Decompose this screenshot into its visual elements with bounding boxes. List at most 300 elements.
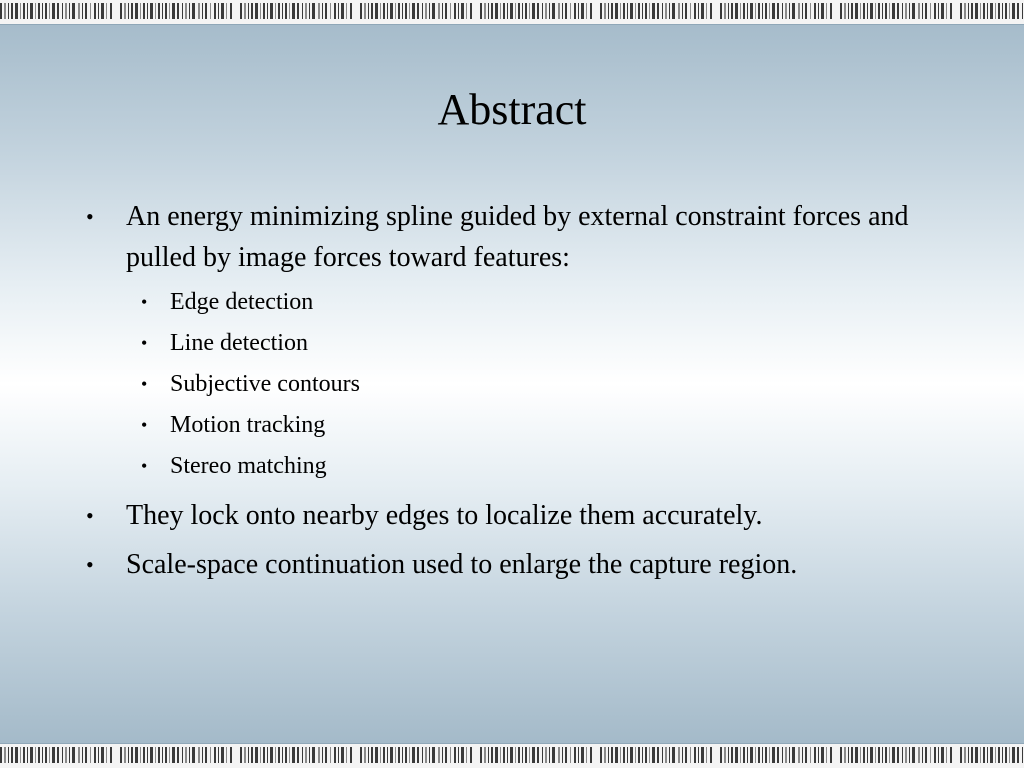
barcode-stripe — [851, 747, 853, 763]
barcode-stripe — [934, 747, 936, 763]
barcode-stripe — [143, 3, 145, 19]
barcode-stripe — [657, 3, 659, 19]
barcode-stripe — [558, 3, 560, 19]
barcode-stripe — [878, 747, 880, 763]
barcode-stripe — [950, 3, 952, 19]
bullet-text: An energy minimizing spline guided by external constraint forces and pulled by image forces toward features: — [126, 201, 909, 273]
bullet-item — [0, 544, 1024, 585]
barcode-stripe — [140, 747, 141, 763]
barcode-stripe — [147, 747, 148, 763]
barcode-stripe — [765, 747, 767, 763]
barcode-stripe — [69, 747, 70, 763]
barcode-stripe — [690, 3, 691, 19]
barcode-stripe — [101, 747, 104, 763]
barcode-stripe — [805, 3, 807, 19]
barcode-stripe — [818, 747, 819, 763]
barcode-stripe — [798, 3, 800, 19]
barcode-stripe — [578, 3, 579, 19]
barcode-stripe — [221, 3, 224, 19]
barcode-stripe — [720, 3, 722, 19]
barcode-stripe — [20, 3, 21, 19]
barcode-stripe — [503, 747, 505, 763]
barcode-stripe — [672, 3, 675, 19]
barcode-stripe — [990, 3, 993, 19]
barcode-stripe — [522, 747, 523, 763]
barcode-stripe — [867, 3, 868, 19]
barcode-stripe — [510, 747, 513, 763]
barcode-stripe — [380, 747, 381, 763]
barcode-stripe — [642, 3, 643, 19]
barcode-stripe — [698, 3, 699, 19]
barcode-stripe — [1009, 747, 1010, 763]
barcode-stripe — [15, 747, 18, 763]
barcode-stripe — [678, 3, 680, 19]
barcode-stripe — [442, 747, 443, 763]
bullet-text: They lock onto nearby edges to localize them accurately. — [126, 500, 763, 531]
barcode-stripe — [635, 747, 636, 763]
barcode-stripe — [255, 3, 258, 19]
barcode-stripe — [480, 747, 482, 763]
barcode-stripe — [230, 3, 232, 19]
barcode-stripe — [1017, 747, 1019, 763]
barcode-stripe — [350, 747, 352, 763]
barcode-stripe — [743, 747, 745, 763]
barcode-stripe — [665, 747, 667, 763]
barcode-stripe — [701, 747, 704, 763]
sub-bullet-list — [126, 282, 944, 487]
barcode-stripe — [762, 3, 763, 19]
sub-bullet-text: Subjective contours — [170, 371, 360, 397]
barcode-stripe — [922, 747, 923, 763]
barcode-stripe — [405, 747, 407, 763]
barcode-stripe — [545, 3, 547, 19]
barcode-stripe — [507, 747, 508, 763]
barcode-stripe — [542, 747, 543, 763]
barcode-stripe — [94, 3, 96, 19]
barcode-stripe — [635, 3, 636, 19]
barcode-stripe — [23, 3, 25, 19]
barcode-stripe — [500, 747, 501, 763]
barcode-stripe — [882, 3, 883, 19]
barcode-stripe — [782, 3, 783, 19]
barcode-stripe — [98, 3, 99, 19]
barcode-stripe — [65, 747, 67, 763]
barcode-stripe — [371, 3, 373, 19]
barcode-stripe — [263, 3, 265, 19]
sub-bullet-marker: • — [141, 292, 148, 312]
barcode-stripe — [518, 747, 520, 763]
barcode-stripe — [8, 747, 9, 763]
barcode-stripe — [740, 3, 741, 19]
barcode-stripe — [135, 747, 138, 763]
barcode-stripe — [731, 3, 733, 19]
barcode-stripe — [860, 747, 861, 763]
sub-bullet-marker: • — [141, 456, 148, 476]
barcode-stripe — [925, 747, 927, 763]
barcode-stripe — [1022, 747, 1023, 763]
barcode-stripe — [840, 747, 842, 763]
barcode-stripe — [302, 3, 303, 19]
barcode-stripe — [747, 3, 748, 19]
barcode-stripe — [980, 747, 981, 763]
barcode-stripe — [814, 3, 816, 19]
barcode-stripe — [905, 747, 907, 763]
barcode-stripe — [562, 3, 563, 19]
barcode-stripe — [934, 3, 936, 19]
barcode-stripe — [135, 3, 138, 19]
barcode-stripe — [72, 747, 75, 763]
barcode-stripe — [802, 3, 803, 19]
barcode-stripe — [685, 3, 687, 19]
barcode-stripe — [182, 3, 183, 19]
barcode-stripe — [162, 3, 163, 19]
barcode-stripe — [649, 747, 650, 763]
barcode-stripe — [608, 747, 609, 763]
barcode-stripe — [124, 747, 126, 763]
barcode-stripe — [322, 747, 323, 763]
barcode-stripe — [638, 3, 640, 19]
barcode-stripe — [685, 747, 687, 763]
sub-bullet-text: Motion tracking — [170, 412, 326, 438]
barcode-stripe — [387, 747, 388, 763]
barcode-stripe — [189, 3, 190, 19]
barcode-stripe — [0, 747, 2, 763]
barcode-stripe — [912, 747, 915, 763]
barcode-stripe — [162, 747, 163, 763]
barcode-stripe — [987, 747, 988, 763]
barcode-stripe — [672, 747, 675, 763]
barcode-stripe — [177, 747, 179, 763]
barcode-stripe — [395, 3, 396, 19]
barcode-stripe — [623, 747, 625, 763]
barcode-stripe — [57, 3, 59, 19]
barcode-stripe — [902, 3, 903, 19]
barcode-stripe — [694, 3, 696, 19]
barcode-stripe — [305, 747, 307, 763]
barcode-stripe — [120, 747, 122, 763]
barcode-stripe — [902, 747, 903, 763]
barcode-stripe — [882, 747, 883, 763]
barcode-stripe — [574, 747, 576, 763]
barcode-stripe — [998, 747, 1000, 763]
barcode-stripe — [515, 3, 516, 19]
barcode-stripe — [172, 3, 175, 19]
barcode-stripe — [210, 3, 211, 19]
barcode-stripe — [375, 747, 378, 763]
barcode-stripe — [542, 3, 543, 19]
barcode-stripe — [532, 3, 535, 19]
barcode-stripe — [682, 3, 683, 19]
sub-bullet-item — [125, 446, 944, 487]
barcode-stripe — [600, 747, 602, 763]
barcode-stripe — [350, 3, 352, 19]
barcode-stripe — [383, 3, 385, 19]
barcode-stripe — [960, 3, 962, 19]
barcode-stripe — [260, 3, 261, 19]
barcode-stripe — [484, 3, 486, 19]
barcode-stripe — [848, 747, 849, 763]
barcode-stripe — [946, 747, 947, 763]
barcode-stripe — [192, 747, 195, 763]
barcode-stripe — [292, 3, 295, 19]
barcode-stripe — [848, 3, 849, 19]
barcode-stripe — [82, 747, 83, 763]
barcode-stripe — [387, 3, 388, 19]
barcode-stripe — [438, 747, 440, 763]
barcode-stripe — [78, 3, 80, 19]
barcode-stripe — [305, 3, 307, 19]
barcode-stripe — [432, 3, 435, 19]
sub-bullet-item — [125, 364, 944, 405]
barcode-stripe — [525, 747, 527, 763]
barcode-stripe — [360, 747, 362, 763]
barcode-stripe — [925, 3, 927, 19]
barcode-stripe — [983, 3, 985, 19]
barcode-stripe — [429, 3, 430, 19]
barcode-stripe — [762, 747, 763, 763]
barcode-stripe — [27, 3, 28, 19]
barcode-stripe — [802, 747, 803, 763]
barcode-stripe — [425, 747, 427, 763]
barcode-stripe — [507, 3, 508, 19]
barcode-stripe — [909, 3, 910, 19]
barcode-stripe — [529, 747, 530, 763]
barcode-stripe — [558, 747, 560, 763]
barcode-stripe — [470, 3, 472, 19]
barcode-stripe — [889, 3, 890, 19]
barcode-stripe — [11, 3, 13, 19]
barcode-stripe — [90, 747, 91, 763]
barcode-stripe — [518, 3, 520, 19]
barcode-stripe — [918, 747, 920, 763]
barcode-stripe — [889, 747, 890, 763]
barcode-stripe — [750, 3, 753, 19]
barcode-stripe — [805, 747, 807, 763]
barcode-stripe — [302, 747, 303, 763]
barcode-stripe — [57, 747, 59, 763]
barcode-stripe — [214, 3, 216, 19]
barcode-stripe — [488, 3, 489, 19]
barcode-stripe — [532, 747, 535, 763]
barcode-stripe — [740, 747, 741, 763]
barcode-stripe — [330, 3, 331, 19]
barcode-stripe — [844, 3, 846, 19]
barcode-stripe — [49, 3, 50, 19]
barcode-stripe — [586, 3, 587, 19]
barcode-stripe — [454, 747, 456, 763]
barcode-stripe — [844, 747, 846, 763]
barcode-stripe — [23, 747, 25, 763]
barcode-stripe — [182, 747, 183, 763]
barcode-stripe — [772, 747, 775, 763]
barcode-stripe — [177, 3, 179, 19]
bottom-decorative-barcode-band — [0, 744, 1024, 768]
barcode-stripe — [285, 747, 287, 763]
barcode-stripe — [412, 3, 415, 19]
barcode-stripe — [525, 3, 527, 19]
barcode-stripe — [275, 3, 276, 19]
barcode-stripe — [755, 747, 756, 763]
barcode-stripe — [586, 747, 587, 763]
barcode-stripe — [630, 3, 633, 19]
barcode-stripe — [552, 747, 555, 763]
barcode-stripe — [140, 3, 141, 19]
barcode-stripe — [128, 3, 129, 19]
barcode-stripe — [682, 747, 683, 763]
barcode-stripe — [82, 3, 83, 19]
barcode-stripe — [706, 747, 707, 763]
barcode-stripe — [645, 3, 647, 19]
sub-bullet-marker: • — [141, 333, 148, 353]
barcode-stripe — [101, 3, 104, 19]
barcode-stripe — [1005, 3, 1007, 19]
barcode-stripe — [552, 3, 555, 19]
barcode-stripe — [604, 747, 606, 763]
barcode-stripe — [983, 747, 985, 763]
barcode-stripe — [309, 747, 310, 763]
sub-bullet-item — [125, 323, 944, 364]
barcode-stripe — [30, 747, 33, 763]
barcode-stripe — [4, 3, 6, 19]
barcode-stripe — [875, 747, 876, 763]
barcode-stripe — [724, 3, 726, 19]
bullet-marker: • — [86, 503, 94, 528]
barcode-stripe — [270, 3, 273, 19]
barcode-stripe — [615, 747, 618, 763]
barcode-stripe — [364, 3, 366, 19]
barcode-stripe — [185, 3, 187, 19]
barcode-stripe — [202, 3, 203, 19]
barcode-stripe — [870, 3, 873, 19]
barcode-stripe — [240, 747, 242, 763]
barcode-stripe — [330, 747, 331, 763]
barcode-stripe — [432, 747, 435, 763]
barcode-stripe — [270, 747, 273, 763]
barcode-stripe — [537, 747, 539, 763]
barcode-stripe — [769, 3, 770, 19]
barcode-stripe — [205, 3, 207, 19]
barcode-stripe — [665, 3, 667, 19]
barcode-stripe — [545, 747, 547, 763]
barcode-stripe — [912, 3, 915, 19]
barcode-stripe — [325, 3, 327, 19]
barcode-stripe — [938, 747, 939, 763]
barcode-stripe — [720, 747, 722, 763]
barcode-stripe — [409, 747, 410, 763]
barcode-stripe — [522, 3, 523, 19]
barcode-stripe — [537, 3, 539, 19]
barcode-stripe — [941, 3, 944, 19]
barcode-stripe — [169, 747, 170, 763]
barcode-stripe — [120, 3, 122, 19]
barcode-stripe — [529, 3, 530, 19]
barcode-stripe — [1005, 747, 1007, 763]
barcode-stripe — [851, 3, 853, 19]
barcode-stripe — [248, 747, 249, 763]
barcode-stripe — [398, 3, 400, 19]
barcode-stripe — [600, 3, 602, 19]
barcode-stripe — [289, 3, 290, 19]
barcode-stripe — [782, 747, 783, 763]
barcode-stripe — [657, 747, 659, 763]
barcode-stripe — [62, 3, 63, 19]
barcode-stripe — [334, 3, 336, 19]
barcode-stripe — [143, 747, 145, 763]
barcode-stripe — [42, 747, 43, 763]
barcode-stripe — [412, 747, 415, 763]
barcode-stripe — [765, 3, 767, 19]
barcode-stripe — [38, 747, 40, 763]
barcode-stripe — [590, 3, 592, 19]
barcode-stripe — [731, 747, 733, 763]
barcode-stripe — [214, 747, 216, 763]
barcode-stripe — [1009, 3, 1010, 19]
barcode-stripe — [821, 3, 824, 19]
barcode-stripe — [202, 747, 203, 763]
barcode-stripe — [45, 747, 47, 763]
barcode-stripe — [570, 747, 571, 763]
barcode-stripe — [755, 3, 756, 19]
barcode-stripe — [826, 747, 827, 763]
barcode-stripe — [450, 747, 451, 763]
barcode-stripe — [11, 747, 13, 763]
barcode-stripe — [855, 3, 858, 19]
barcode-stripe — [278, 3, 280, 19]
barcode-stripe — [226, 747, 227, 763]
barcode-stripe — [941, 747, 944, 763]
barcode-stripe — [750, 747, 753, 763]
barcode-stripe — [38, 3, 40, 19]
barcode-stripe — [218, 3, 219, 19]
barcode-stripe — [694, 747, 696, 763]
barcode-stripe — [897, 747, 899, 763]
barcode-stripe — [964, 3, 966, 19]
barcode-stripe — [491, 747, 493, 763]
barcode-stripe — [461, 3, 464, 19]
barcode-stripe — [402, 3, 403, 19]
barcode-stripe — [810, 3, 811, 19]
barcode-stripe — [1017, 3, 1019, 19]
barcode-stripe — [798, 747, 800, 763]
barcode-stripe — [422, 3, 423, 19]
barcode-stripe — [263, 747, 265, 763]
barcode-stripe — [244, 747, 246, 763]
barcode-stripe — [565, 747, 567, 763]
barcode-stripe — [938, 3, 939, 19]
barcode-stripe — [338, 747, 339, 763]
barcode-stripe — [454, 3, 456, 19]
barcode-stripe — [417, 3, 419, 19]
barcode-stripe — [758, 3, 760, 19]
barcode-stripe — [198, 747, 200, 763]
barcode-stripe — [390, 747, 393, 763]
barcode-stripe — [510, 3, 513, 19]
barcode-stripe — [375, 3, 378, 19]
barcode-stripe — [78, 747, 80, 763]
barcode-stripe — [458, 747, 459, 763]
barcode-stripe — [395, 747, 396, 763]
barcode-stripe — [789, 3, 790, 19]
barcode-stripe — [8, 3, 9, 19]
barcode-stripe — [950, 747, 952, 763]
barcode-stripe — [706, 3, 707, 19]
barcode-stripe — [814, 747, 816, 763]
barcode-stripe — [930, 747, 931, 763]
barcode-stripe — [69, 3, 70, 19]
barcode-stripe — [158, 747, 160, 763]
barcode-stripe — [645, 747, 647, 763]
barcode-stripe — [710, 3, 712, 19]
